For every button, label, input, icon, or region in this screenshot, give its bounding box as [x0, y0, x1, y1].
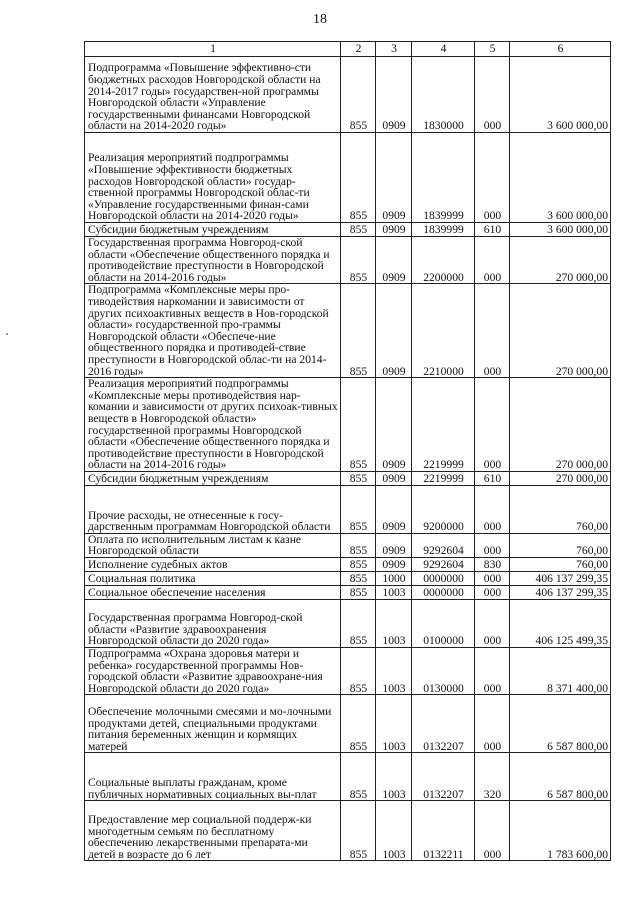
row-amount-cell: 406 137 299,35 — [510, 586, 611, 600]
row-section-cell: 0909 — [376, 533, 412, 557]
row-code-cell: 855 — [341, 533, 376, 557]
row-target-cell: 1839999 — [412, 223, 475, 237]
row-amount-cell: 270 000,00 — [510, 378, 611, 472]
row-type-cell: 000 — [475, 572, 510, 586]
row-type-cell: 000 — [475, 586, 510, 600]
row-section-cell: 0909 — [376, 237, 412, 284]
row-section-cell: 1003 — [376, 753, 412, 801]
row-code-cell: 855 — [341, 753, 376, 801]
row-section-cell: 0909 — [376, 284, 412, 378]
row-section-cell: 0909 — [376, 57, 412, 133]
row-type-cell: 320 — [475, 753, 510, 801]
table-row — [85, 237, 611, 284]
row-section-cell: 1003 — [376, 586, 412, 600]
row-type-cell: 000 — [475, 378, 510, 472]
row-code-cell: 855 — [341, 378, 376, 472]
row-section-cell: 1003 — [376, 648, 412, 695]
row-target-cell: 9292604 — [412, 558, 475, 572]
row-code-cell: 855 — [341, 600, 376, 648]
row-section-cell: 0909 — [376, 133, 412, 223]
row-name-cell: Предоставление мер социальной поддерж-ки многодетным семьям по бесплатному обеспечению лекарственными препарата-ми детей в возрасте до 6 лет — [85, 801, 341, 861]
row-type-cell: 830 — [475, 558, 510, 572]
header-col-2: 2 — [341, 42, 376, 57]
row-name-cell: Оплата по исполнительным листам к казне Новгородской области — [85, 533, 341, 557]
row-amount-cell: 760,00 — [510, 485, 611, 533]
row-code-cell: 855 — [341, 558, 376, 572]
row-amount-cell: 270 000,00 — [510, 284, 611, 378]
row-amount-cell: 760,00 — [510, 558, 611, 572]
row-type-cell: 000 — [475, 695, 510, 753]
row-target-cell: 0000000 — [412, 586, 475, 600]
row-target-cell: 2200000 — [412, 237, 475, 284]
row-name-cell: Реализация мероприятий подпрограммы «Комплексные меры противодействия нар-комании и зависимости от других психоак-тивных веществ в Новгородской области» государственной программы Новгородской области «Обеспечение общественного порядка и противодействие преступности в Новгородской области на 2014-2016 годы» — [85, 378, 341, 472]
table-row — [85, 284, 611, 378]
table-row — [85, 801, 611, 861]
row-amount-cell: 8 371 400,00 — [510, 648, 611, 695]
row-target-cell: 9292604 — [412, 533, 475, 557]
row-amount-cell: 270 000,00 — [510, 471, 611, 485]
row-name-cell: Подпрограмма «Охрана здоровья матери и ребенка» государственной программы Нов-городской области «Развитие здравоохране-ния Новгородской области до 2020 года» — [85, 648, 341, 695]
row-section-cell: 0909 — [376, 471, 412, 485]
row-name-cell: Государственная программа Новгород-ской области «Развитие здравоохранения Новгородской области до 2020 года» — [85, 600, 341, 648]
table-row — [85, 378, 611, 472]
row-type-cell: 000 — [475, 648, 510, 695]
row-type-cell: 000 — [475, 284, 510, 378]
row-name-cell: Социальные выплаты гражданам, кроме публичных нормативных социальных вы-плат — [85, 753, 341, 801]
row-section-cell: 1003 — [376, 801, 412, 861]
row-target-cell: 9200000 — [412, 485, 475, 533]
table-row — [85, 558, 611, 572]
row-section-cell: 0909 — [376, 485, 412, 533]
row-amount-cell: 270 000,00 — [510, 237, 611, 284]
row-type-cell: 000 — [475, 600, 510, 648]
row-code-cell: 855 — [341, 57, 376, 133]
row-section-cell: 0909 — [376, 558, 412, 572]
row-target-cell: 0000000 — [412, 572, 475, 586]
row-code-cell: 855 — [341, 586, 376, 600]
table-row — [85, 586, 611, 600]
row-code-cell: 855 — [341, 695, 376, 753]
row-name-cell: Социальное обеспечение населения — [85, 586, 341, 600]
row-target-cell: 2210000 — [412, 284, 475, 378]
row-amount-cell: 3 600 000,00 — [510, 57, 611, 133]
row-amount-cell: 3 600 000,00 — [510, 133, 611, 223]
row-name-cell: Государственная программа Новгород-ской области «Обеспечение общественного порядка и противодействие преступности в Новгородской области на 2014-2016 годы» — [85, 237, 341, 284]
row-section-cell: 1003 — [376, 600, 412, 648]
page-number: 18 — [313, 12, 327, 27]
row-type-cell: 000 — [475, 533, 510, 557]
row-target-cell: 2219999 — [412, 378, 475, 472]
row-type-cell: 000 — [475, 485, 510, 533]
row-code-cell: 855 — [341, 471, 376, 485]
row-name-cell: Исполнение судебных актов — [85, 558, 341, 572]
row-amount-cell: 760,00 — [510, 533, 611, 557]
table-row — [85, 600, 611, 648]
row-code-cell: 855 — [341, 648, 376, 695]
row-target-cell: 2219999 — [412, 471, 475, 485]
row-target-cell: 0130000 — [412, 648, 475, 695]
row-name-cell: Субсидии бюджетным учреждениям — [85, 223, 341, 237]
header-col-6: 6 — [510, 42, 611, 57]
header-col-1: 1 — [85, 42, 341, 57]
row-name-cell: Подпрограмма «Повышение эффективно-сти бюджетных расходов Новгородской области на 2014-2017 годы» государствен-ной программы Новгородской области «Управление государственными финансами Новгородской области на 2014-2020 годы» — [85, 57, 341, 133]
row-target-cell: 0132207 — [412, 695, 475, 753]
table-row — [85, 648, 611, 695]
table-header-row — [85, 42, 611, 57]
row-target-cell: 0100000 — [412, 600, 475, 648]
table-row — [85, 471, 611, 485]
row-amount-cell: 1 783 600,00 — [510, 801, 611, 861]
table-row — [85, 753, 611, 801]
row-name-cell: Прочие расходы, не отнесенные к госу-дарственным программам Новгородской области — [85, 485, 341, 533]
row-name-cell: Социальная политика — [85, 572, 341, 586]
header-col-4: 4 — [412, 42, 475, 57]
table-body — [85, 57, 611, 861]
row-target-cell: 1839999 — [412, 133, 475, 223]
table-row — [85, 485, 611, 533]
row-name-cell: Подпрограмма «Комплексные меры про-тиводействия наркомании и зависимости от других психоактивных веществ в Нов-городской области» государственной про-граммы Новгородской области «Обеспече-ние общественного порядка и противодей-ствие преступности в Новгородской облас-ти на 2014-2016 годы» — [85, 284, 341, 378]
scan-artifact — [6, 333, 8, 335]
table-row — [85, 223, 611, 237]
row-name-cell: Субсидии бюджетным учреждениям — [85, 471, 341, 485]
row-amount-cell: 3 600 000,00 — [510, 223, 611, 237]
row-target-cell: 0132211 — [412, 801, 475, 861]
table-row — [85, 533, 611, 557]
row-type-cell: 610 — [475, 223, 510, 237]
table-row — [85, 57, 611, 133]
row-type-cell: 000 — [475, 237, 510, 284]
row-target-cell: 0132207 — [412, 753, 475, 801]
row-type-cell: 000 — [475, 801, 510, 861]
header-col-5: 5 — [475, 42, 510, 57]
header-col-3: 3 — [376, 42, 412, 57]
row-type-cell: 000 — [475, 57, 510, 133]
row-name-cell: Обеспечение молочными смесями и мо-лочными продуктами детей, специальными продуктами питания беременных женщин и кормящих матерей — [85, 695, 341, 753]
row-code-cell: 855 — [341, 223, 376, 237]
row-code-cell: 855 — [341, 801, 376, 861]
row-target-cell: 1830000 — [412, 57, 475, 133]
row-type-cell: 000 — [475, 133, 510, 223]
row-code-cell: 855 — [341, 284, 376, 378]
row-name-cell: Реализация мероприятий подпрограммы «Повышение эффективности бюджетных расходов Новгородской области» государ-ственной программы Новгородской облас-ти «Управление государственными финан-сами Новгородской области на 2014-2020 годы» — [85, 133, 341, 223]
row-section-cell: 1003 — [376, 695, 412, 753]
row-section-cell: 1000 — [376, 572, 412, 586]
row-type-cell: 610 — [475, 471, 510, 485]
table-row — [85, 133, 611, 223]
row-code-cell: 855 — [341, 133, 376, 223]
row-section-cell: 0909 — [376, 223, 412, 237]
row-code-cell: 855 — [341, 485, 376, 533]
row-section-cell: 0909 — [376, 378, 412, 472]
row-amount-cell: 406 137 299,35 — [510, 572, 611, 586]
row-amount-cell: 6 587 800,00 — [510, 753, 611, 801]
row-code-cell: 855 — [341, 572, 376, 586]
row-code-cell: 855 — [341, 237, 376, 284]
row-amount-cell: 6 587 800,00 — [510, 695, 611, 753]
table-row — [85, 695, 611, 753]
budget-table — [84, 41, 611, 861]
row-amount-cell: 406 125 499,35 — [510, 600, 611, 648]
table-row — [85, 572, 611, 586]
